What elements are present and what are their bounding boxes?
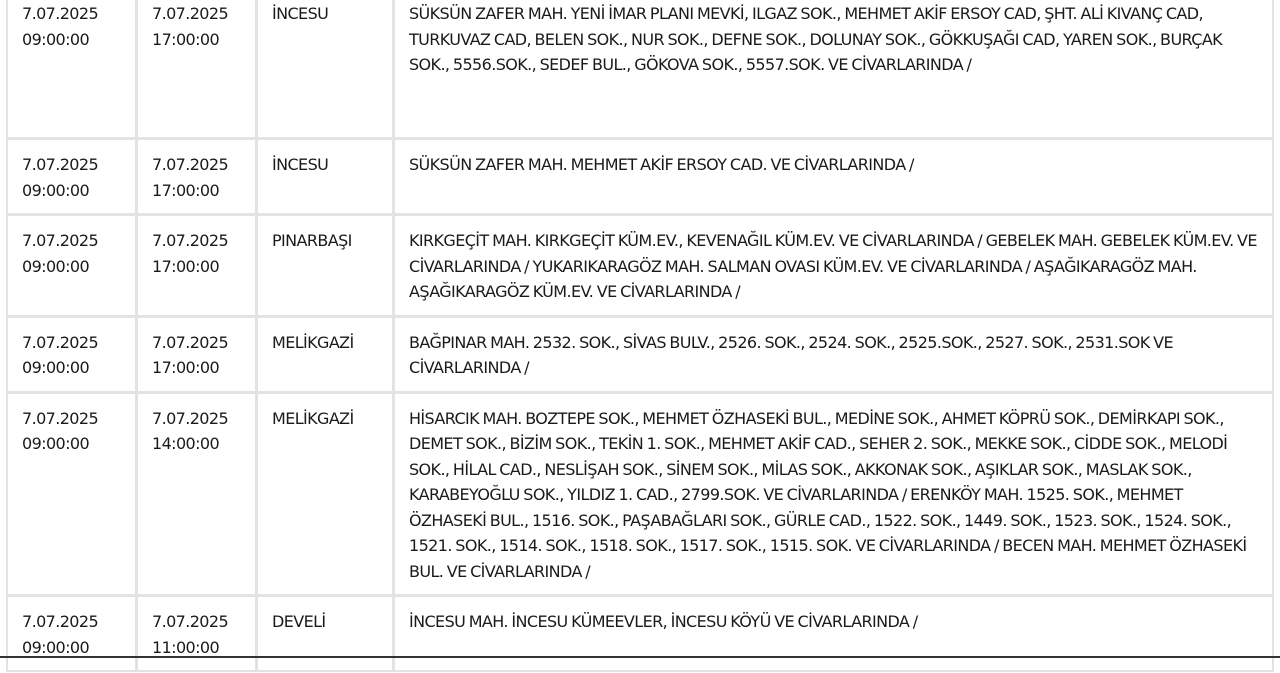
start-date: 7.07.2025 [22, 408, 99, 428]
end-date: 7.07.2025 [152, 231, 229, 250]
end-date: 7.07.2025 [152, 612, 229, 631]
table-row [8, 0, 1272, 137]
start-time: 09:00:00 [22, 358, 90, 377]
start-datetime-cell [8, 597, 135, 670]
end-time: 17:00:00 [152, 358, 220, 377]
end-datetime-cell [138, 318, 255, 391]
start-time: 09:00:00 [22, 434, 90, 453]
end-datetime-cell [138, 597, 255, 670]
bottom-border-line [0, 656, 1280, 658]
start-date: 7.07.2025 [22, 332, 99, 352]
area-cell: KIRKGEÇİT MAH. KIRKGEÇİT KÜM.EV., KEVENAĞIL KÜM.EV. VE CİVARLARINDA / GEBELEK MAH. GEBELEK KÜM.EV. VE CİVARLARINDA / YUKARIKARAGÖZ MAH. SALMAN OVASI KÜM.EV. VE CİVARLARINDA / AŞAĞIKARAGÖZ MAH. AŞAĞIKARAGÖZ KÜM.EV. VE CİVARLARINDA / [395, 216, 1272, 315]
start-datetime-cell [8, 216, 135, 315]
district-cell: DEVELİ [258, 597, 392, 670]
start-date: 7.07.2025 [22, 231, 99, 250]
start-datetime-cell [8, 140, 135, 213]
start-datetime-cell [8, 394, 135, 595]
area-cell: SÜKSÜN ZAFER MAH. MEHMET AKİF ERSOY CAD. VE CİVARLARINDA / [395, 140, 1272, 213]
outage-table-container [5, 0, 1275, 673]
start-time: 09:00:00 [22, 180, 90, 200]
area-cell: BAĞPINAR MAH. 2532. SOK., SİVAS BULV., 2526. SOK., 2524. SOK., 2525.SOK., 2527. SOK., 2531.SOK VE CİVARLARINDA / [395, 318, 1272, 391]
outage-table [5, 0, 1275, 673]
table-row [8, 394, 1272, 595]
area-cell: HİSARCIK MAH. BOZTEPE SOK., MEHMET ÖZHASEKİ BUL., MEDİNE SOK., AHMET KÖPRÜ SOK., DEMİRKAPI SOK., DEMET SOK., BİZİM SOK., TEKİN 1. SOK., MEHMET AKİF CAD., SEHER 2. SOK., MEKKE SOK., CİDDE SOK., MELODİ SOK., HİLAL CAD., NESLİŞAH SOK., SİNEM SOK., MİLAS SOK., AKKONAK SOK., AŞIKLAR SOK., MASLAK SOK., KARABEYOĞLU SOK., YILDIZ 1. CAD., 2799.SOK. VE CİVARLARINDA / ERENKÖY MAH. 1525. SOK., MEHMET ÖZHASEKİ BUL., 1516. SOK., PAŞABAĞLARI SOK., GÜRLE CAD., 1522. SOK., 1449. SOK., 1523. SOK., 1524. SOK., 1521. SOK., 1514. SOK., 1518. SOK., 1517. SOK., 1515. SOK. VE CİVARLARINDA / BECEN MAH. MEHMET ÖZHASEKİ BUL. VE CİVARLARINDA / [395, 394, 1272, 595]
district-cell: MELİKGAZİ [258, 318, 392, 391]
district-cell: MELİKGAZİ [258, 394, 392, 595]
table-row [8, 216, 1272, 315]
end-datetime-cell [138, 394, 255, 595]
table-row [8, 318, 1272, 391]
start-datetime-cell [8, 0, 135, 137]
end-date: 7.07.2025 [152, 4, 229, 23]
table-row [8, 597, 1272, 670]
end-datetime-cell [138, 0, 255, 137]
end-time: 14:00:00 [152, 434, 220, 453]
area-cell: İNCESU MAH. İNCESU KÜMEEVLER, İNCESU KÖYÜ VE CİVARLARINDA / [395, 597, 1272, 670]
start-time: 09:00:00 [22, 637, 90, 657]
start-time: 09:00:00 [22, 29, 90, 49]
district-cell: PINARBAŞI [258, 216, 392, 315]
end-date: 7.07.2025 [152, 332, 229, 352]
district-cell: İNCESU [258, 0, 392, 137]
district-cell: İNCESU [258, 140, 392, 213]
end-datetime-cell [138, 140, 255, 213]
end-time: 11:00:00 [152, 637, 220, 657]
end-date: 7.07.2025 [152, 155, 229, 174]
area-cell: SÜKSÜN ZAFER MAH. YENİ İMAR PLANI MEVKİ, ILGAZ SOK., MEHMET AKİF ERSOY CAD, ŞHT. ALİ KIVANÇ CAD, TURKUVAZ CAD, BELEN SOK., NUR SOK., DEFNE SOK., DOLUNAY SOK., GÖKKUŞAĞI CAD, YAREN SOK., BURÇAK SOK., 5556.SOK., SEDEF BUL., GÖKOVA SOK., 5557.SOK. VE CİVARLARINDA / [395, 0, 1272, 137]
end-datetime-cell [138, 216, 255, 315]
end-time: 17:00:00 [152, 256, 220, 276]
end-time: 17:00:00 [152, 180, 220, 200]
start-date: 7.07.2025 [22, 4, 99, 23]
start-time: 09:00:00 [22, 256, 90, 276]
table-row [8, 140, 1272, 213]
start-date: 7.07.2025 [22, 155, 99, 174]
start-datetime-cell [8, 318, 135, 391]
start-date: 7.07.2025 [22, 612, 99, 631]
end-date: 7.07.2025 [152, 408, 229, 428]
end-time: 17:00:00 [152, 29, 220, 49]
